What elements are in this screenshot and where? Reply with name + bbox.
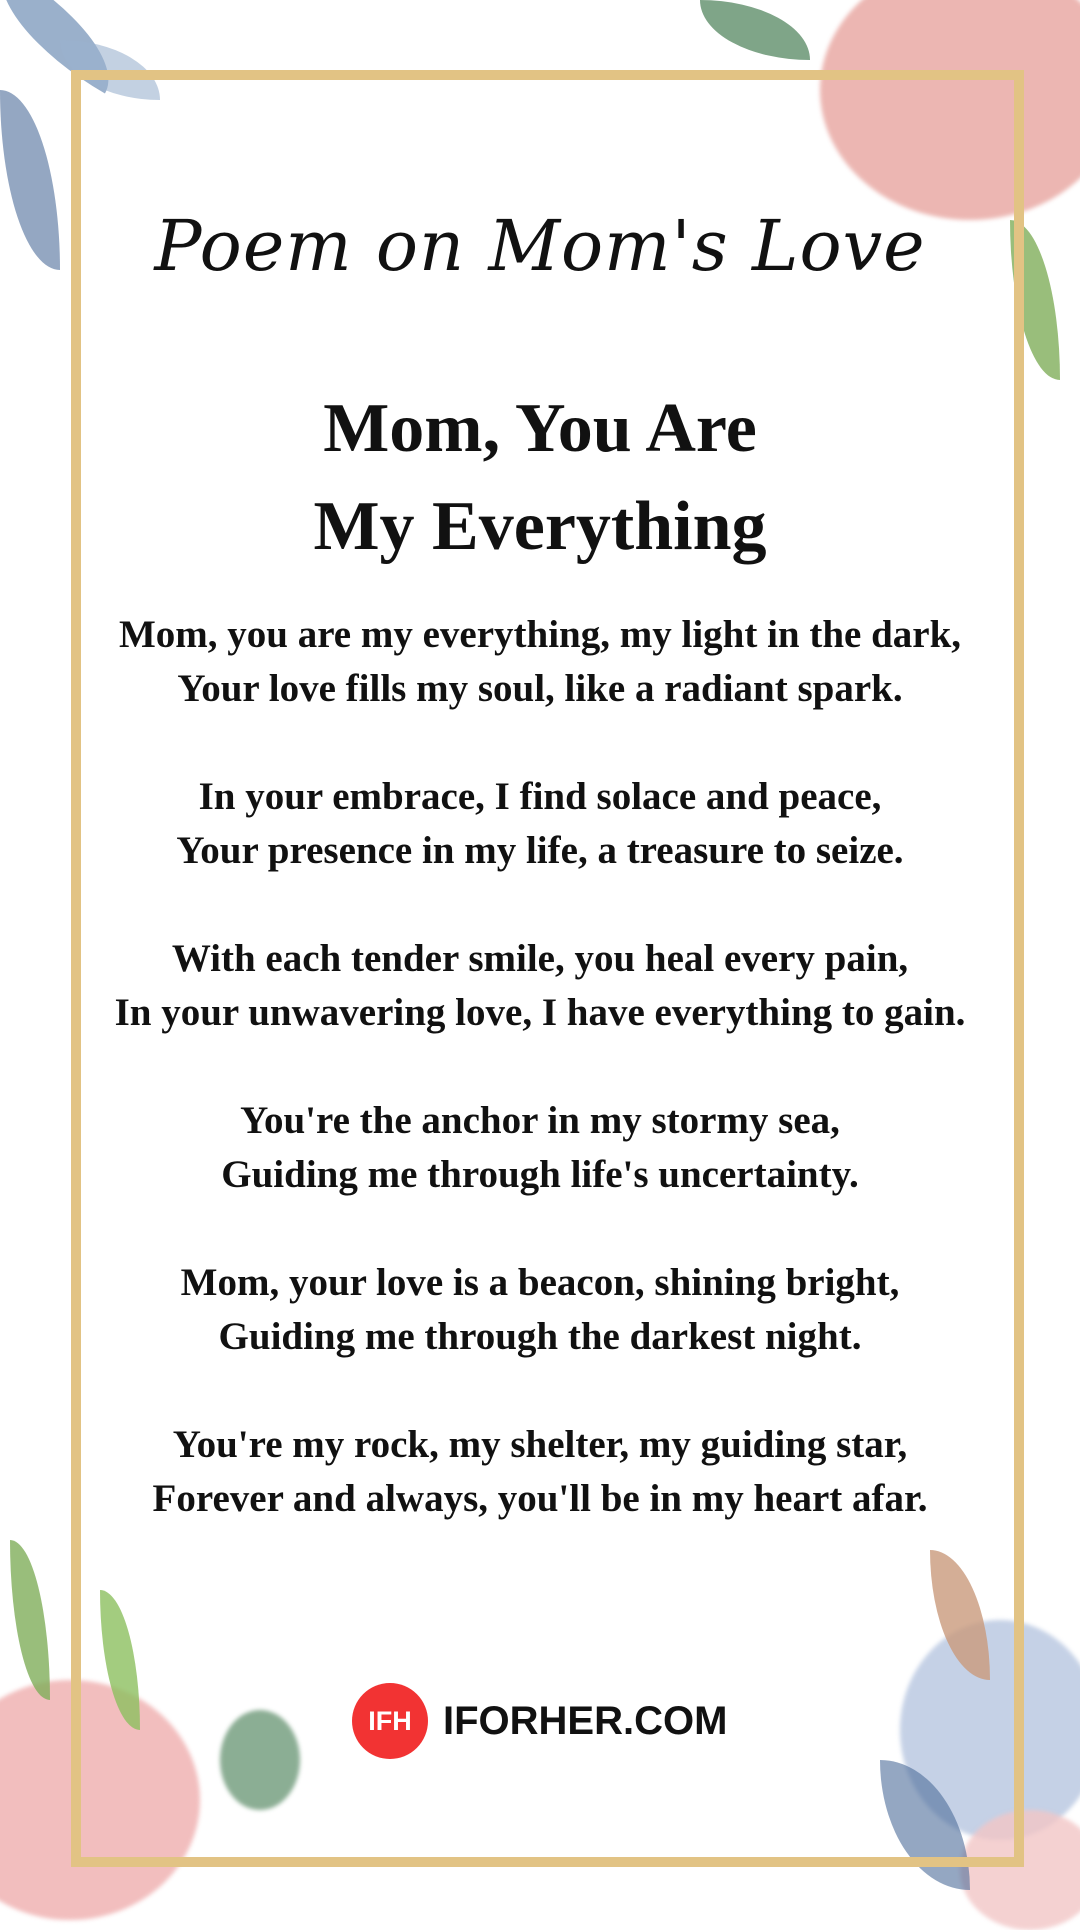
poem-line: Your love fills my soul, like a radiant spark.	[177, 667, 903, 710]
poem-title-line: My Everything	[313, 488, 767, 565]
script-title: Poem on Mom's Love	[154, 205, 926, 287]
stanza	[0, 932, 1080, 1040]
poem-line: You're the anchor in my stormy sea,	[240, 1099, 840, 1142]
stanza	[0, 1418, 1080, 1526]
poem-line: Guiding me through life's uncertainty.	[221, 1153, 859, 1196]
stanza	[0, 770, 1080, 878]
stanza	[0, 1256, 1080, 1364]
poem-line: You're my rock, my shelter, my guiding star,	[172, 1423, 908, 1466]
stanza	[0, 1094, 1080, 1202]
logo-text: IFORHER.COM	[443, 1698, 728, 1743]
poem-title-line: Mom, You Are	[323, 390, 757, 467]
stanza	[0, 608, 1080, 716]
poem-line: Mom, you are my everything, my light in the dark,	[118, 613, 962, 656]
poem-title	[0, 380, 1080, 576]
poem-line: In your unwavering love, I have everything to gain.	[114, 991, 966, 1034]
poem-line: In your embrace, I find solace and peace,	[198, 775, 882, 818]
poem-line: Mom, your love is a beacon, shining bright,	[180, 1261, 900, 1304]
iforher-logo	[352, 1683, 727, 1759]
poem-line: Forever and always, you'll be in my heart afar.	[152, 1477, 928, 1520]
poem-line: Guiding me through the darkest night.	[218, 1315, 862, 1358]
poem-line: With each tender smile, you heal every pain,	[171, 937, 909, 980]
poem-line: Your presence in my life, a treasure to seize.	[176, 829, 904, 872]
logo-badge: IFH	[352, 1683, 428, 1759]
poem-body	[0, 608, 1080, 1580]
